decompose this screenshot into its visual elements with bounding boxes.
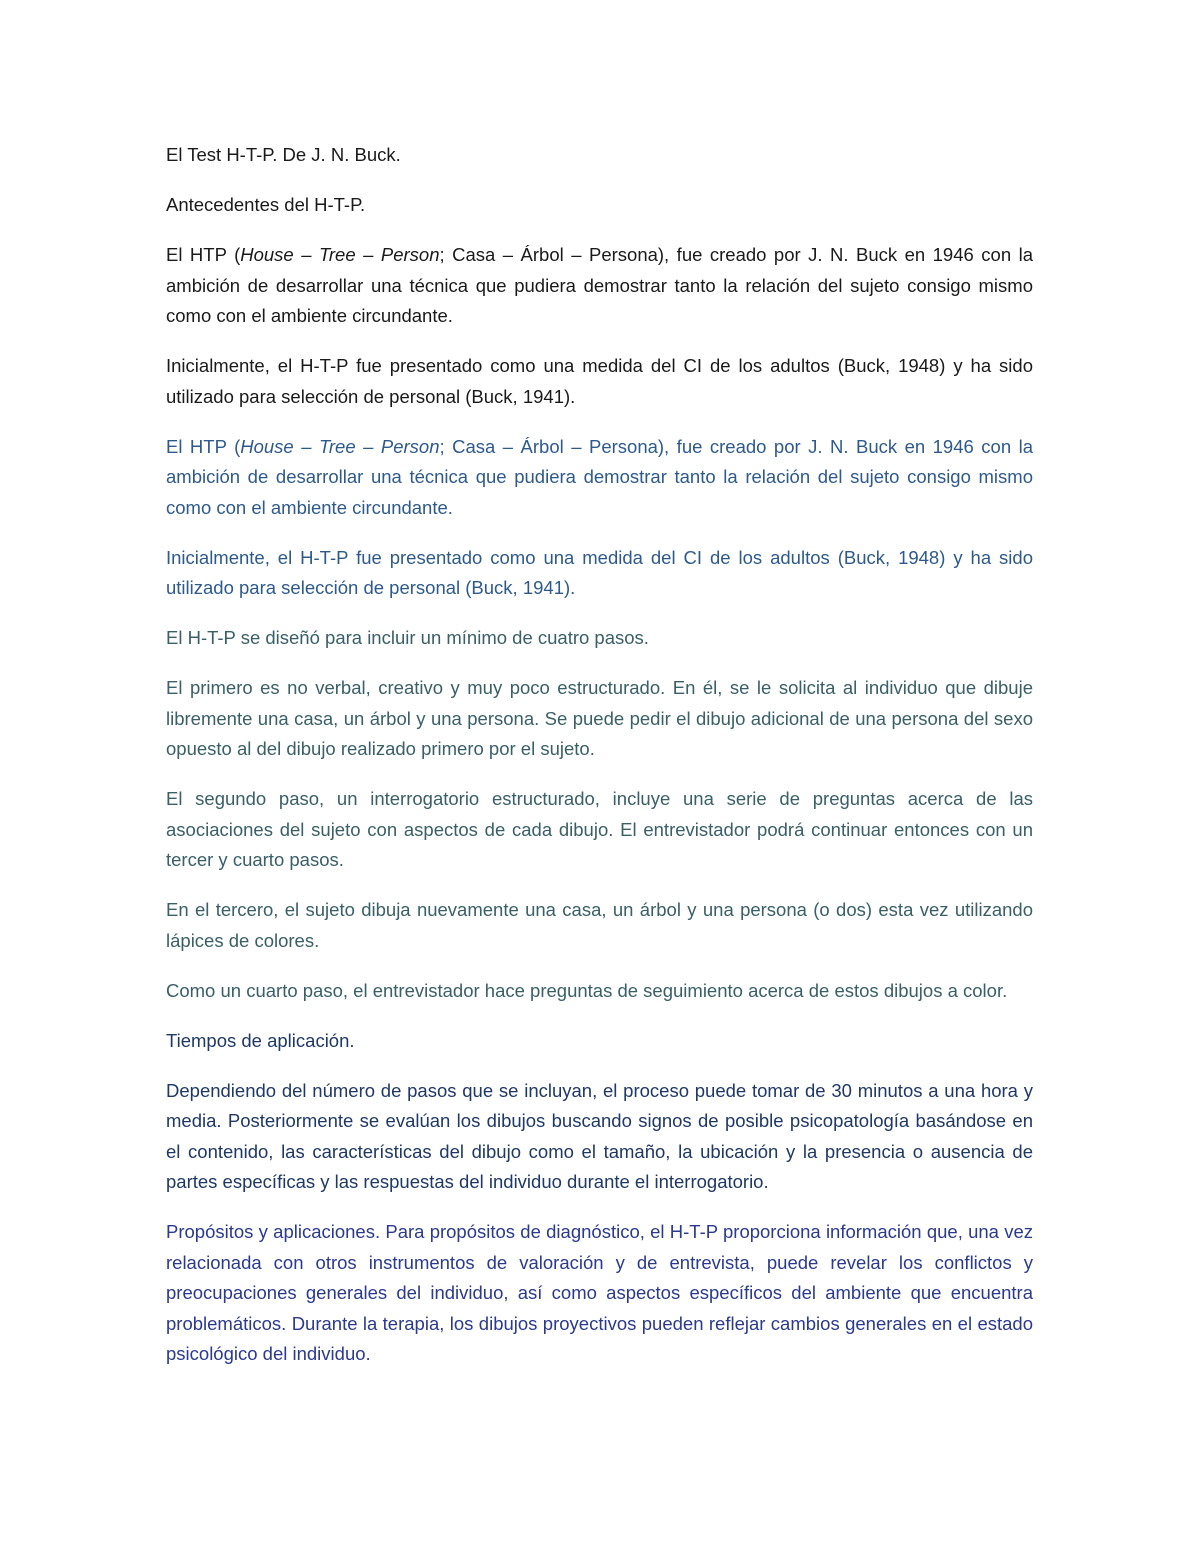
text-fragment: El HTP ( [166,435,241,457]
paragraph-step-3: En el tercero, el sujeto dibuja nuevamente una casa, un árbol y una persona (o dos) esta vez utilizando lápices de colores. [166,899,1033,951]
document-body [166,140,1033,1389]
paragraph-htp-initial-use-repeat: Inicialmente, el H-T-P fue presentado como una medida del CI de los adultos (Buck, 1948) y ha sido utilizado para selección de personal (Buck, 1941). [166,546,1033,598]
paragraph-steps-intro: El H-T-P se diseñó para incluir un mínimo de cuatro pasos. [166,627,649,648]
paragraph-htp-origin-repeat [166,432,1033,524]
paragraph-htp-origin [166,240,1033,332]
paragraph-application-time: Dependiendo del número de pasos que se incluyan, el proceso puede tomar de 30 minutos a una hora y media. Posteriormente se evalúan los dibujos buscando signos de posible psicopatología basándose en el contenido, las características del dibujo como el tamaño, la ubicación y la presencia o ausencia de partes específicas y las respuestas del individuo durante el interrogatorio. [166,1079,1033,1192]
paragraph-step-1: El primero es no verbal, creativo y muy poco estructurado. En él, se le solicita al individuo que dibuje libremente una casa, un árbol y una persona. Se puede pedir el dibujo adicional de una persona del sexo opuesto al del dibujo realizado primero por el sujeto. [166,677,1033,759]
paragraph-step-2: El segundo paso, un interrogatorio estructurado, incluye una serie de preguntas acerca de las asociaciones del sujeto con aspectos de cada dibujo. El entrevistador podrá continuar entonces con un tercer y cuarto pasos. [166,788,1033,870]
section-heading-antecedentes: Antecedentes del H-T-P. [166,194,366,215]
section-heading-tiempos: Tiempos de aplicación. [166,1029,355,1051]
paragraph-htp-initial-use: Inicialmente, el H-T-P fue presentado como una medida del CI de los adultos (Buck, 1948) y ha sido utilizado para selección de personal (Buck, 1941). [166,355,1033,407]
text-fragment: ; Casa – Árbol – Persona), fue creado por J. N. Buck en 1946 con la ambición de desarrollar una técnica que pudiera demostrar tanto la relación del sujeto consigo mismo como con el ambiente circundante. [166,244,1033,326]
text-fragment: El HTP ( [166,244,241,265]
document-title: El Test H-T-P. De J. N. Buck. [166,144,401,165]
text-fragment: ; Casa – Árbol – Persona), fue creado por J. N. Buck en 1946 con la ambición de desarrollar una técnica que pudiera demostrar tanto la relación del sujeto consigo mismo como con el ambiente circundante. [166,435,1033,518]
italic-term: House – Tree – Person [240,244,440,265]
paragraph-step-4: Como un cuarto paso, el entrevistador hace preguntas de seguimiento acerca de estos dibujos a color. [166,979,1008,1001]
paragraph-purposes: Propósitos y aplicaciones. Para propósitos de diagnóstico, el H-T-P proporciona información que, una vez relacionada con otros instrumentos de valoración y de entrevista, puede revelar los conflictos y preocupaciones generales del individuo, así como aspectos específicos del ambiente que encuentra problemáticos. Durante la terapia, los dibujos proyectivos pueden reflejar cambios generales en el estado psicológico del individuo. [166,1221,1033,1364]
italic-term: House – Tree – Person [240,435,440,457]
